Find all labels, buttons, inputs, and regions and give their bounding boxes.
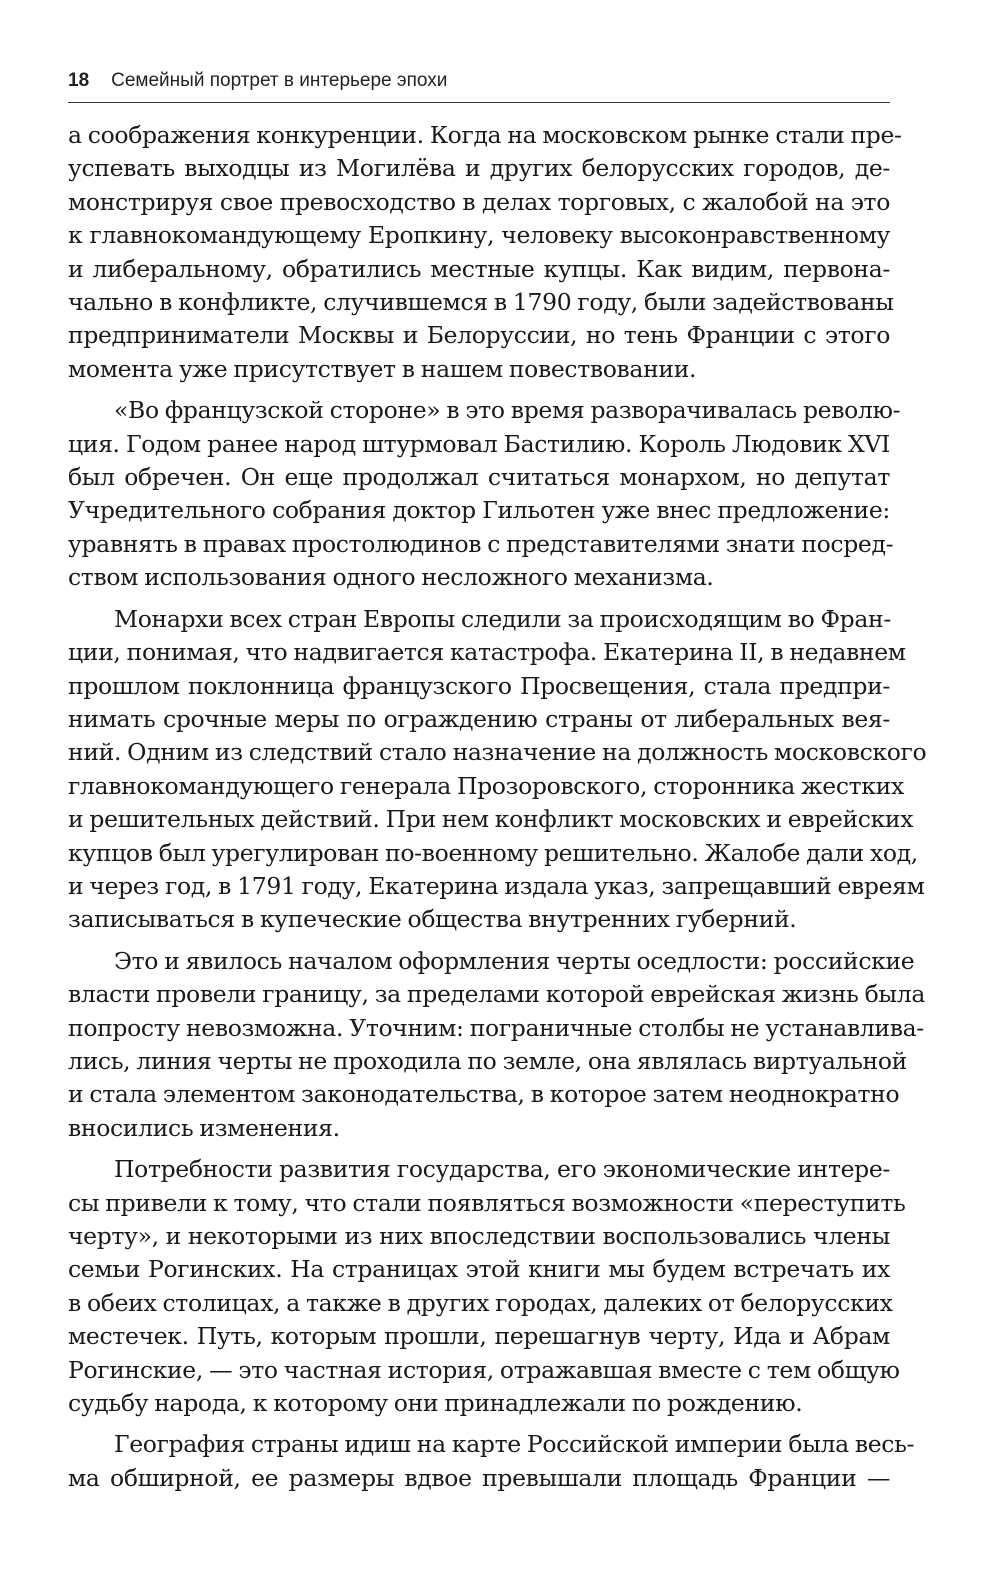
page-number: 18 — [68, 70, 90, 91]
paragraph — [68, 945, 926, 1145]
text-line: нимать срочные меры по ограждению страны от либеральных вея- — [68, 704, 890, 733]
book-page — [68, 70, 927, 1503]
text-line: и либеральному, обратились местные купцы. Как видим, первона- — [68, 254, 890, 283]
body-text — [68, 119, 927, 1495]
text-line: местечек. Путь, которым прошли, перешагнув черту, Ида и Абрам — [68, 1322, 890, 1351]
text-line: Рогинские, — это частная история, отражавшая вместе с тем общую — [68, 1355, 900, 1384]
paragraph — [68, 603, 927, 937]
text-line: вносились изменения. — [68, 1113, 340, 1142]
text-line: главнокомандующего генерала Прозоровского, сторонника жестких — [68, 771, 904, 800]
paragraph — [68, 1153, 906, 1420]
text-line: ции, понимая, что надвигается катастрофа. Екатерина II, в недавнем — [68, 638, 906, 667]
text-line: сы привели к тому, что стали появляться возможности «переступить — [68, 1188, 906, 1217]
header-rule — [68, 102, 890, 103]
text-line: и решительных действий. При нем конфликт московских и еврейских — [68, 805, 914, 834]
text-line: момента уже присутствует в нашем повествовании. — [68, 354, 697, 383]
paragraph — [68, 1428, 915, 1495]
text-line: прошлом поклонница французского Просвещения, стала предпри- — [68, 671, 890, 700]
text-line: и через год, в 1791 году, Екатерина издала указ, запрещавший евреям — [68, 871, 925, 900]
text-line: ма обширной, ее размеры вдвое превышали площадь Франции — — [68, 1463, 890, 1492]
text-line: лись, линия черты не проходила по земле, она являлась виртуальной — [68, 1046, 907, 1075]
text-line: Учредительного собрания доктор Гильотен уже внес предложение: — [68, 496, 890, 525]
text-line: «Во французской стороне» в это время разворачивалась револю- — [114, 396, 901, 425]
text-line: ция. Годом ранее народ штурмовал Бастилию. Король Людовик XVI — [68, 429, 890, 458]
text-line: к главнокомандующему Еропкину, человеку высоконравственному — [68, 221, 890, 250]
running-title: Семейный портрет в интерьере эпохи — [111, 70, 448, 91]
text-line: был обречен. Он еще продолжал считаться монархом, но депутат — [68, 463, 890, 492]
text-line: монстрируя свое превосходство в делах торговых, с жалобой на это — [68, 187, 890, 216]
text-line: География страны идиш на карте Российской империи была весь- — [114, 1430, 915, 1459]
text-line: записываться в купеческие общества внутренних губерний. — [68, 905, 797, 934]
text-line: семьи Рогинских. На страницах этой книги мы будем встречать их — [68, 1255, 890, 1284]
text-line: купцов был урегулирован по-военному решительно. Жалобе дали ход, — [68, 838, 918, 867]
text-line: уравнять в правах простолюдинов с представителями знати посред- — [68, 529, 894, 558]
text-line: власти провели границу, за пределами которой еврейская жизнь была — [68, 980, 926, 1009]
text-line: Потребности развития государства, его экономические интере- — [114, 1155, 890, 1184]
text-line: ний. Одним из следствий стало назначение на должность московского — [68, 738, 927, 767]
text-line: ством использования одного несложного механизма. — [68, 563, 714, 592]
text-line: предприниматели Москвы и Белоруссии, но тень Франции с этого — [68, 321, 890, 350]
text-line: Это и явилось началом оформления черты оседлости: российские — [114, 946, 915, 975]
text-line: судьбу народа, к которому они принадлежали по рождению. — [68, 1389, 803, 1418]
text-line: Монархи всех стран Европы следили за происходящим во Фран- — [114, 604, 891, 633]
text-line: и стала элементом законодательства, в которое затем неоднократно — [68, 1080, 900, 1109]
text-line: успевать выходцы из Могилёва и других белорусских городов, де- — [68, 154, 890, 183]
running-head — [68, 70, 890, 100]
text-line: чально в конфликте, случившемся в 1790 году, были задействованы — [68, 288, 894, 317]
text-line: черту», и некоторыми из них впоследствии воспользовались члены — [68, 1222, 890, 1250]
paragraph — [68, 119, 902, 386]
text-line: попросту невозможна. Уточним: пограничные столбы не устанавлива- — [68, 1013, 924, 1042]
text-line: а соображения конкуренции. Когда на московском рынке стали пре- — [68, 121, 902, 149]
paragraph — [68, 394, 901, 594]
text-line: в обеих столицах, а также в других городах, далеких от белорусских — [68, 1288, 893, 1317]
